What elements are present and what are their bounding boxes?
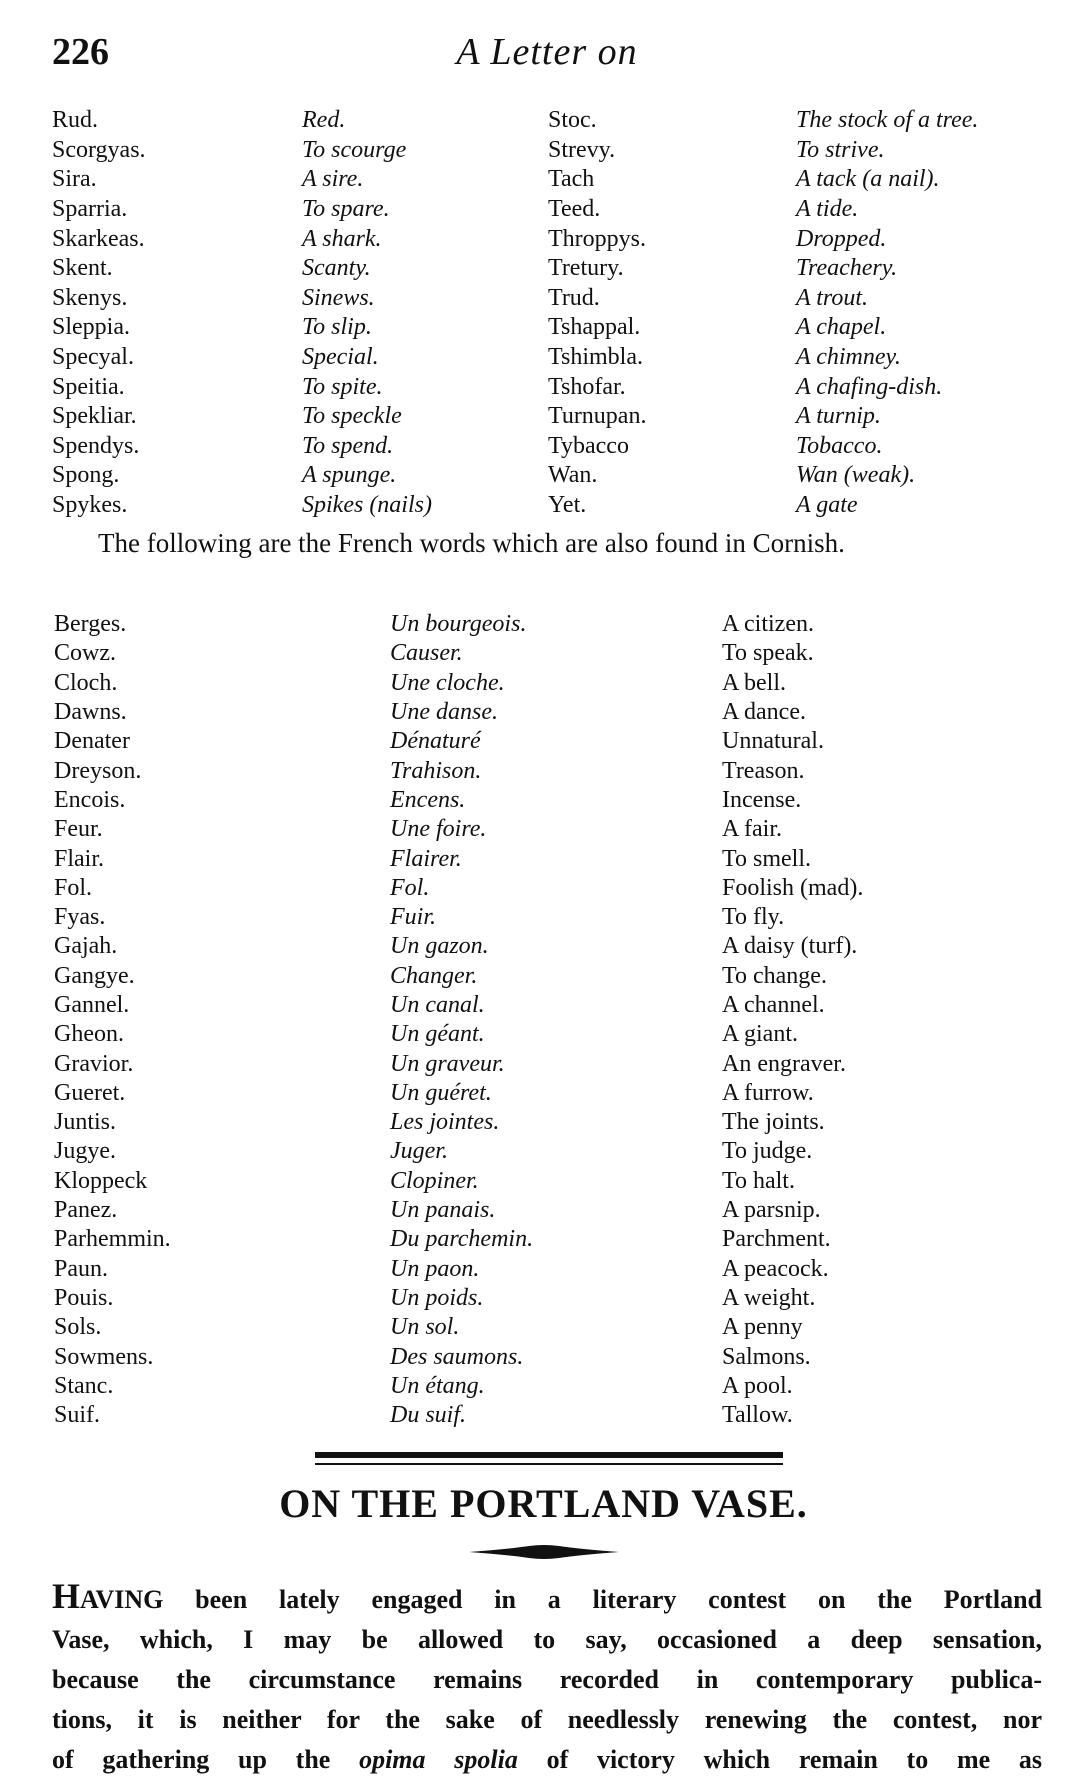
english-meaning: Wan (weak). — [796, 462, 916, 489]
cornish-word: Dawns. — [54, 699, 127, 726]
english-meaning: A pool. — [722, 1372, 793, 1399]
cornish-word: Gangye. — [54, 962, 135, 989]
glossary-row — [52, 165, 1042, 195]
french-word: Changer. — [390, 962, 478, 989]
cornish-word: Juntis. — [54, 1109, 117, 1136]
french-word: Causer. — [390, 640, 463, 667]
cornish-word: Tach — [548, 166, 595, 193]
french-word: Une foire. — [390, 816, 487, 843]
cornish-word: Jugye. — [54, 1138, 116, 1165]
english-meaning: A citizen. — [722, 611, 814, 638]
english-meaning: A bell. — [722, 669, 786, 696]
body-line-1: HAVING been lately engaged in a literary contest on the Portland — [52, 1576, 1042, 1616]
english-meaning: To change. — [722, 962, 827, 989]
glossary-row — [52, 343, 1042, 373]
page-number: 226 — [52, 31, 109, 73]
glossary-row — [54, 1255, 1044, 1284]
french-word: Les jointes. — [390, 1109, 500, 1136]
english-meaning: Treason. — [722, 757, 805, 784]
english-meaning: Spikes (nails) — [302, 492, 432, 519]
cornish-word: Sparria. — [52, 196, 128, 223]
cornish-word: Skent. — [52, 255, 113, 282]
french-word: Encens. — [390, 786, 466, 813]
cornish-word: Fyas. — [54, 904, 106, 931]
glossary-row — [52, 106, 1042, 136]
cornish-word: Sira. — [52, 166, 97, 193]
glossary-french-words — [54, 610, 1044, 1430]
running-title: A Letter on — [456, 31, 638, 73]
glossary-row — [54, 756, 1044, 785]
french-word: Un gazon. — [390, 933, 489, 960]
english-meaning: A trout. — [796, 284, 869, 311]
glossary-row — [54, 815, 1044, 844]
glossary-row — [52, 372, 1042, 402]
glossary-row — [54, 639, 1044, 668]
cornish-word: Berges. — [54, 611, 127, 638]
cornish-word: Denater — [54, 728, 130, 755]
english-meaning: Dropped. — [796, 225, 887, 252]
glossary-row — [54, 1401, 1044, 1430]
cornish-word: Panez. — [54, 1197, 118, 1224]
french-word: Trahison. — [390, 757, 482, 784]
cornish-word: Flair. — [54, 845, 105, 872]
english-meaning: A peacock. — [722, 1255, 829, 1282]
french-word: Des saumons. — [390, 1343, 524, 1370]
cornish-word: Pouis. — [54, 1284, 114, 1311]
cornish-word: Feur. — [54, 816, 103, 843]
cornish-word: Specyal. — [52, 344, 134, 371]
glossary-row — [54, 669, 1044, 698]
glossary-row — [54, 932, 1044, 961]
french-word: Du parchemin. — [390, 1226, 534, 1253]
cornish-word: Throppys. — [548, 225, 646, 252]
cornish-word: Parhemmin. — [54, 1226, 171, 1253]
english-meaning: Unnatural. — [722, 728, 824, 755]
cornish-word: Dreyson. — [54, 757, 142, 784]
english-meaning: Sinews. — [302, 284, 375, 311]
cornish-word: Gueret. — [54, 1079, 126, 1106]
english-meaning: Tallow. — [722, 1402, 793, 1429]
body-line-5: of gathering up the opima spolia of victory which remain to me as — [52, 1745, 1042, 1774]
english-meaning: A daisy (turf). — [722, 933, 858, 960]
english-meaning: A weight. — [722, 1284, 816, 1311]
french-word: Un géant. — [390, 1021, 485, 1048]
french-word: Un paon. — [390, 1255, 480, 1282]
glossary-row — [52, 195, 1042, 225]
glossary-row — [54, 1108, 1044, 1137]
glossary-row — [54, 1137, 1044, 1166]
cornish-word: Yet. — [548, 492, 587, 519]
glossary-row — [54, 1049, 1044, 1078]
cornish-word: Paun. — [54, 1255, 108, 1282]
english-meaning: A penny — [722, 1314, 803, 1341]
french-word: Clopiner. — [390, 1167, 479, 1194]
english-meaning: A spunge. — [302, 462, 397, 489]
english-meaning: To smell. — [722, 845, 811, 872]
glossary-row — [54, 727, 1044, 756]
english-meaning: Scanty. — [302, 255, 371, 282]
english-meaning: A shark. — [302, 225, 382, 252]
glossary-row — [54, 1167, 1044, 1196]
cornish-word: Strevy. — [548, 136, 616, 163]
english-meaning: The joints. — [722, 1109, 825, 1136]
english-meaning: Parchment. — [722, 1226, 831, 1253]
french-word: Un panais. — [390, 1197, 496, 1224]
glossary-row — [52, 284, 1042, 314]
french-word: Fol. — [390, 874, 430, 901]
body-line-4: tions, it is neither for the sake of needlessly renewing the contest, nor — [52, 1705, 1042, 1734]
english-meaning: To spend. — [302, 432, 394, 459]
glossary-row — [54, 844, 1044, 873]
cornish-word: Teed. — [548, 196, 601, 223]
glossary-row — [52, 402, 1042, 432]
cornish-word: Spekliar. — [52, 403, 137, 430]
cornish-word: Sowmens. — [54, 1343, 154, 1370]
glossary-row — [52, 461, 1042, 491]
english-meaning: To strive. — [796, 136, 885, 163]
cornish-word: Speitia. — [52, 373, 125, 400]
english-meaning: Tobacco. — [796, 432, 883, 459]
glossary-row — [52, 224, 1042, 254]
english-meaning: To scourge — [302, 136, 407, 163]
glossary-row — [54, 698, 1044, 727]
cornish-word: Kloppeck — [54, 1167, 148, 1194]
english-meaning: To speckle — [302, 403, 402, 430]
body-line-3: because the circumstance remains recorded in contemporary publica- — [52, 1665, 1042, 1694]
drop-cap: H — [52, 1576, 81, 1616]
french-word: Fuir. — [390, 904, 437, 931]
cornish-word: Fol. — [54, 874, 93, 901]
english-meaning: A gate — [796, 492, 858, 519]
glossary-row — [54, 1079, 1044, 1108]
french-word: Un graveur. — [390, 1050, 505, 1077]
english-meaning: Special. — [302, 344, 379, 371]
cornish-word: Tshimbla. — [548, 344, 643, 371]
cornish-word: Tretury. — [548, 255, 624, 282]
glossary-row — [54, 1372, 1044, 1401]
glossary-row — [52, 313, 1042, 343]
english-meaning: To speak. — [722, 640, 814, 667]
cornish-word: Suif. — [54, 1402, 101, 1429]
english-meaning: The stock of a tree. — [796, 107, 979, 134]
cornish-word: Tybacco — [548, 432, 629, 459]
cornish-word: Stanc. — [54, 1372, 114, 1399]
cornish-word: Cloch. — [54, 669, 118, 696]
glossary-row — [54, 1342, 1044, 1371]
cornish-word: Skenys. — [52, 284, 128, 311]
english-meaning: An engraver. — [722, 1050, 846, 1077]
english-meaning: Treachery. — [796, 255, 898, 282]
english-meaning: To halt. — [722, 1167, 795, 1194]
body-paragraph — [52, 1576, 1042, 1780]
cornish-word: Tshappal. — [548, 314, 641, 341]
glossary-row — [54, 903, 1044, 932]
intro-paragraph: The following are the French words which are also found in Cornish. — [98, 528, 845, 558]
english-meaning: Red. — [302, 107, 346, 134]
glossary-row — [54, 610, 1044, 639]
cornish-word: Wan. — [548, 462, 598, 489]
glossary-four-column — [52, 106, 1042, 520]
english-meaning: A tack (a nail). — [796, 166, 940, 193]
body-line-2: Vase, which, I may be allowed to say, occasioned a deep sensation, — [52, 1625, 1042, 1654]
french-word: Un guéret. — [390, 1079, 492, 1106]
latin-phrase: opima spolia — [359, 1745, 518, 1774]
english-meaning: A tide. — [796, 196, 859, 223]
glossary-row — [54, 1313, 1044, 1342]
cornish-word: Scorgyas. — [52, 136, 146, 163]
cornish-word: Tshofar. — [548, 373, 626, 400]
glossary-row — [54, 1020, 1044, 1049]
glossary-row — [52, 136, 1042, 166]
section-title: ON THE PORTLAND VASE. — [279, 1481, 808, 1526]
cornish-word: Spong. — [52, 462, 120, 489]
english-meaning: A channel. — [722, 992, 825, 1018]
glossary-row — [54, 991, 1044, 1020]
glossary-row — [54, 1225, 1044, 1254]
english-meaning: A parsnip. — [722, 1197, 821, 1224]
french-word: Une cloche. — [390, 669, 505, 696]
cornish-word: Encois. — [54, 786, 126, 813]
cornish-word: Cowz. — [54, 640, 116, 667]
double-rule-thin — [315, 1463, 783, 1465]
english-meaning: To judge. — [722, 1138, 813, 1165]
glossary-row — [54, 1196, 1044, 1225]
french-word: Flairer. — [390, 845, 462, 872]
cornish-word: Gannel. — [54, 992, 130, 1018]
french-word: Un canal. — [390, 992, 485, 1018]
cornish-word: Spykes. — [52, 492, 128, 519]
ornament-divider — [469, 1542, 619, 1562]
english-meaning: To spite. — [302, 373, 383, 400]
english-meaning: To spare. — [302, 196, 390, 223]
french-word: Un poids. — [390, 1284, 484, 1311]
english-meaning: Salmons. — [722, 1343, 811, 1370]
english-meaning: A turnip. — [796, 403, 881, 430]
cornish-word: Gravior. — [54, 1050, 134, 1077]
glossary-row — [54, 962, 1044, 991]
english-meaning: To slip. — [302, 314, 372, 341]
english-meaning: A chapel. — [796, 314, 887, 341]
glossary-row — [52, 491, 1042, 521]
english-meaning: A sire. — [302, 166, 364, 193]
english-meaning: Foolish (mad). — [722, 874, 864, 901]
french-word: Un étang. — [390, 1372, 485, 1399]
glossary-row — [54, 786, 1044, 815]
english-meaning: A dance. — [722, 699, 806, 726]
cornish-word: Turnupan. — [548, 403, 647, 430]
english-meaning: A fair. — [722, 816, 782, 843]
glossary-row — [52, 432, 1042, 462]
cornish-word: Sols. — [54, 1314, 102, 1341]
glossary-row — [54, 1284, 1044, 1313]
double-rule-thick — [315, 1452, 783, 1458]
cornish-word: Sleppia. — [52, 314, 130, 341]
cornish-word: Stoc. — [548, 107, 597, 134]
cornish-word: Trud. — [548, 284, 600, 311]
cornish-word: Rud. — [52, 107, 99, 134]
french-word: Du suif. — [390, 1402, 467, 1429]
glossary-row — [54, 874, 1044, 903]
cornish-word: Gheon. — [54, 1021, 124, 1048]
cornish-word: Spendys. — [52, 432, 140, 459]
french-word: Juger. — [390, 1138, 448, 1165]
french-word: Un sol. — [390, 1314, 460, 1341]
english-meaning: Incense. — [722, 786, 802, 813]
french-word: Un bourgeois. — [390, 611, 527, 638]
glossary-row — [52, 254, 1042, 284]
cornish-word: Skarkeas. — [52, 225, 145, 252]
english-meaning: A giant. — [722, 1021, 798, 1048]
french-word: Une danse. — [390, 699, 498, 726]
english-meaning: A chimney. — [796, 344, 901, 371]
french-word: Dénaturé — [390, 728, 481, 755]
english-meaning: To fly. — [722, 904, 785, 931]
english-meaning: A chafing-dish. — [796, 373, 943, 400]
page-header — [52, 20, 1042, 80]
cornish-word: Gajah. — [54, 933, 118, 960]
english-meaning: A furrow. — [722, 1079, 814, 1106]
